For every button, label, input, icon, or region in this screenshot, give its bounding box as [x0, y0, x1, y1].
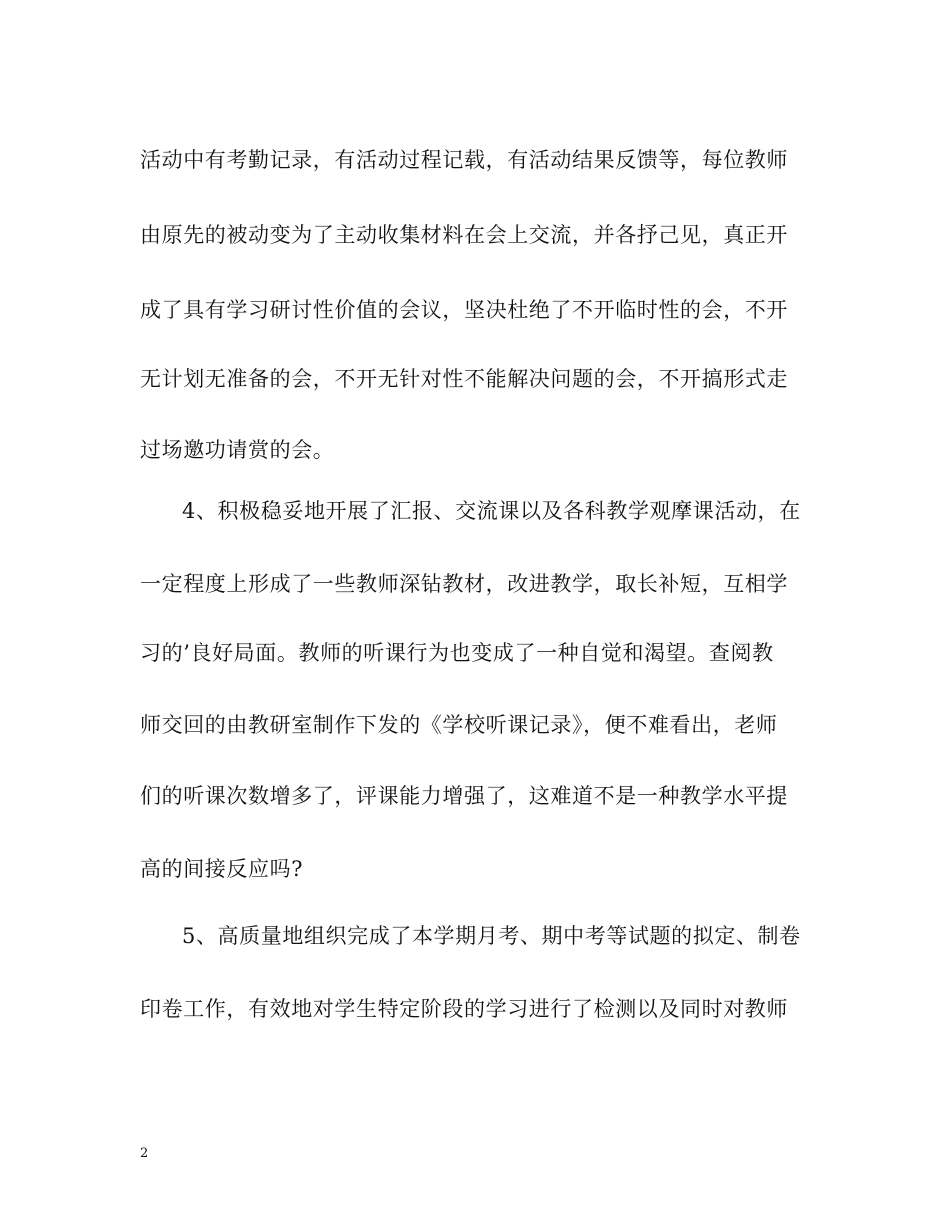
text-line: 过场邀功请赏的会。: [140, 438, 335, 462]
text-line: 习的’良好局面。教师的听课行为也变成了一种自觉和渴望。查阅教: [140, 641, 774, 665]
text-line: 印卷工作，有效地对学生特定阶段的学习进行了检测以及同时对教师: [140, 997, 788, 1021]
text-line: 一定程度上形成了一些教师深钻教材，改进教学，取长补短，互相学: [140, 572, 788, 596]
text-line: 无计划无准备的会，不开无针对性不能解决问题的会，不开搞形式走: [140, 367, 788, 391]
paragraph-start-line: 5、高质量地组织完成了本学期月考、期中考等试题的拟定、制卷: [182, 924, 801, 948]
text-line: 成了具有学习研讨性价值的会议，坚决杜绝了不开临时性的会，不开: [140, 298, 788, 322]
text-line: 们的听课次数增多了，评课能力增强了，这难道不是一种教学水平提: [140, 784, 788, 808]
text-line: 高的间接反应吗?: [140, 857, 304, 881]
text-line: 活动中有考勤记录，有活动过程记载，有活动结果反馈等，每位教师: [140, 148, 788, 172]
text-line: 由原先的被动变为了主动收集材料在会上交流，并各抒己见，真正开: [140, 223, 788, 247]
text-line: 师交回的由教研室制作下发的《学校听课记录》，便不难看出，老师: [140, 713, 778, 737]
paragraph-start-line: 4、积极稳妥地开展了汇报、交流课以及各科教学观摩课活动，在: [182, 499, 801, 523]
page-number: 2: [140, 1146, 149, 1161]
